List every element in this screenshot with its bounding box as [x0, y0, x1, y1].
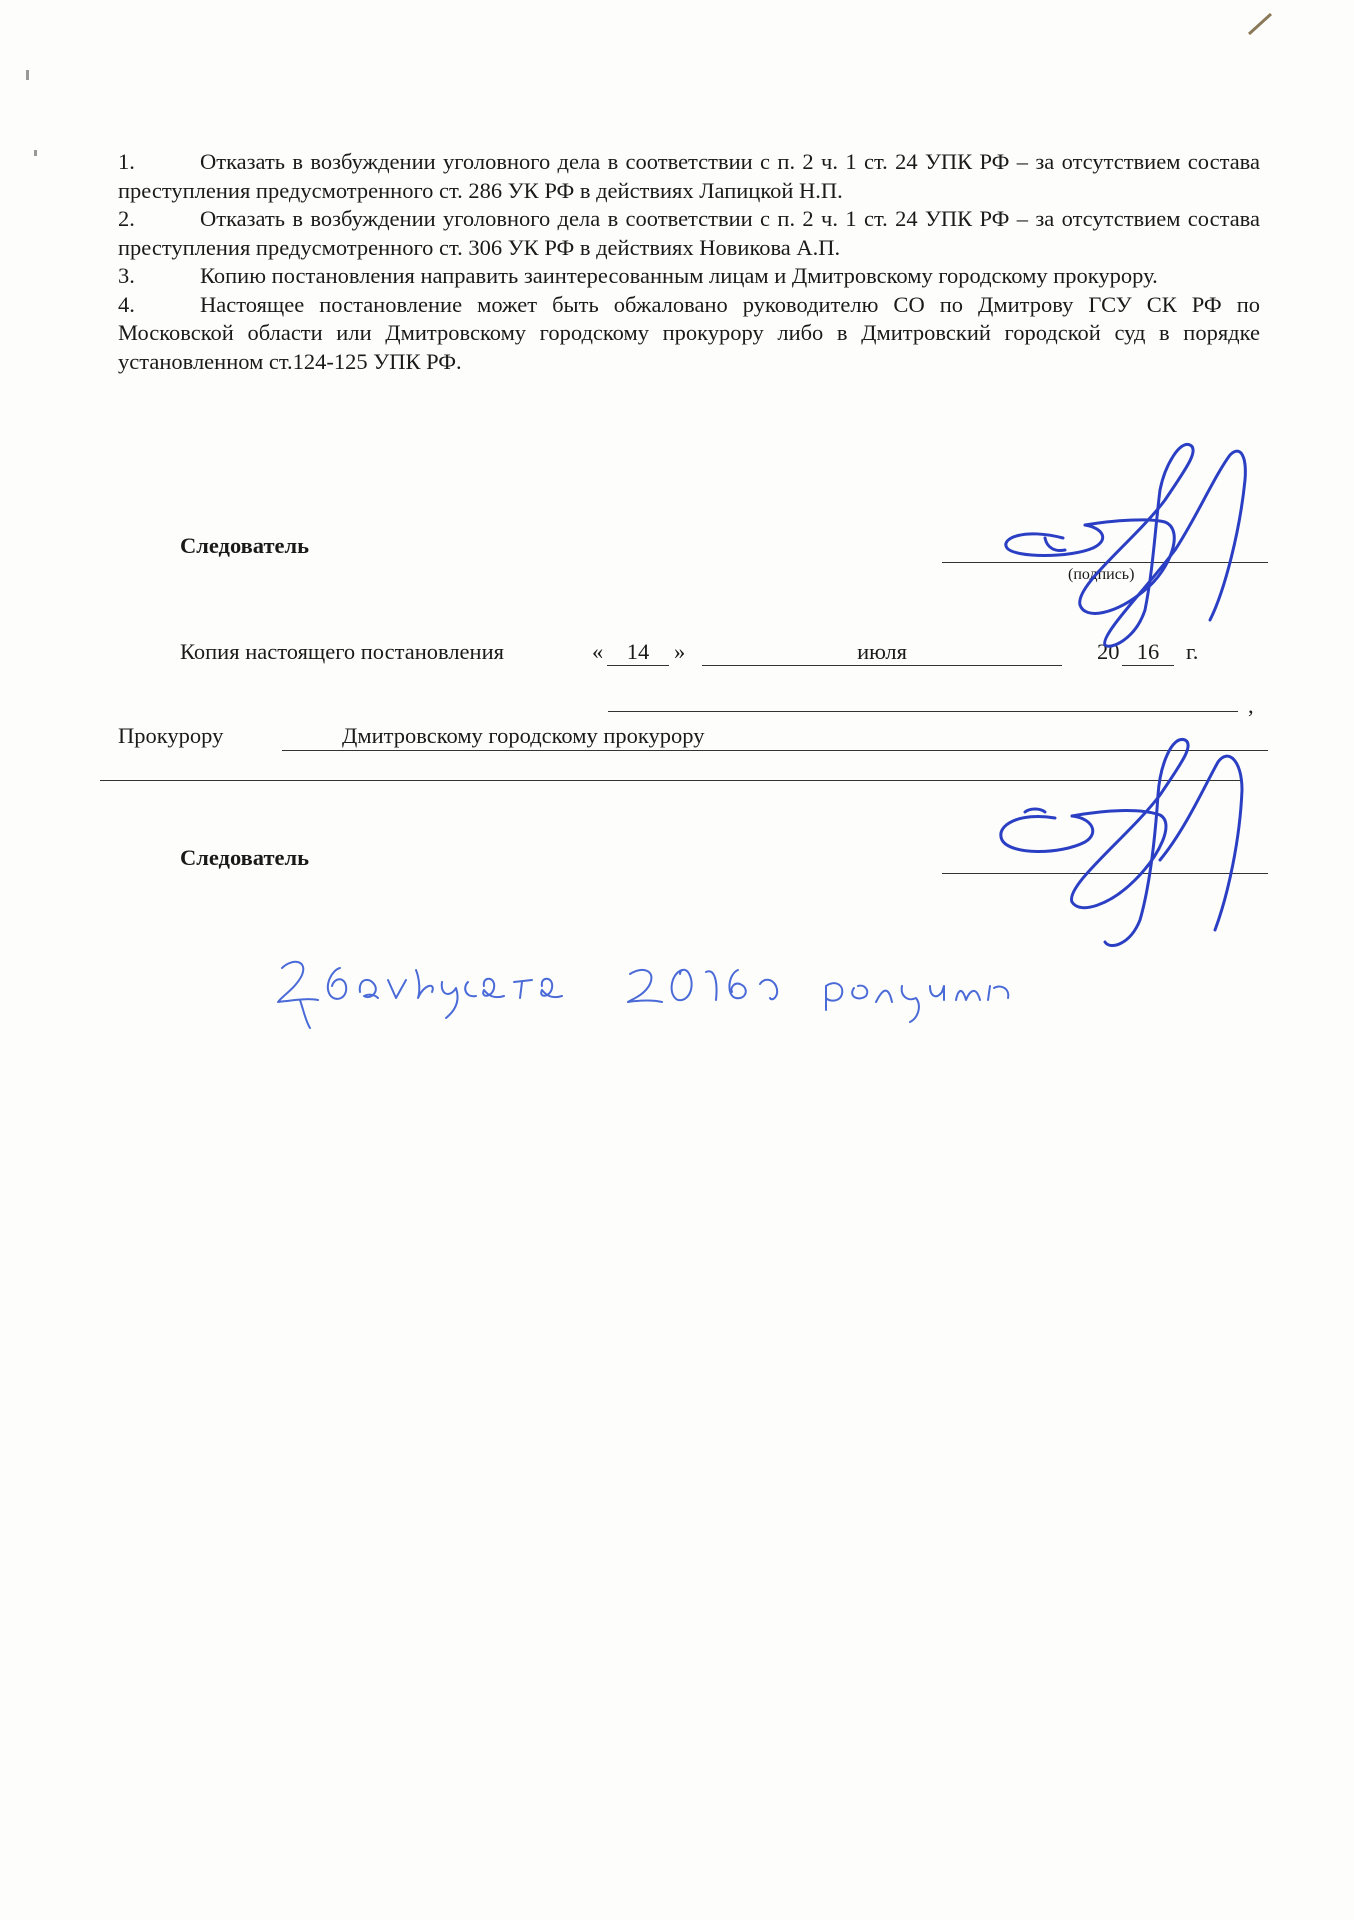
item-text: Настоящее постановление может быть обжаловано руководителю СО по Дмитрову ГСУ СК РФ по Московской области или Дмитровскому городскому прокурору либо в Дмитровский городской суд в порядке установленном ст.124-125 УПК РФ. — [118, 291, 1260, 374]
decision-item-4 — [118, 291, 1260, 377]
item-number: 4. — [118, 291, 135, 317]
copy-prefix: Копия настоящего постановления — [180, 639, 504, 664]
decision-item-2 — [118, 205, 1260, 262]
trailing-comma: , — [1248, 693, 1254, 718]
prosecutor-value: Дмитровскому городскому прокурору — [342, 723, 705, 748]
investigator-label: Следователь — [180, 845, 310, 870]
open-quote: « — [592, 639, 604, 664]
copy-year: 16 — [1122, 639, 1174, 666]
year-prefix: 20 — [1097, 639, 1120, 664]
decision-item-1 — [118, 148, 1260, 205]
corner-mark — [1245, 10, 1275, 40]
handwritten-note-image — [270, 940, 1070, 1040]
scan-mark — [26, 70, 29, 80]
item-text: Копию постановления направить заинтересованным лицам и Дмитровскому городскому прокурору. — [200, 263, 1158, 288]
copy-month: июля — [702, 639, 1062, 666]
close-quote: » — [674, 639, 686, 664]
item-number: 1. — [118, 149, 135, 174]
year-abbr: г. — [1186, 639, 1199, 664]
decision-list — [118, 148, 1260, 376]
item-text: Отказать в возбуждении уголовного дела в соответствии с п. 2 ч. 1 ст. 24 УПК РФ – за отсутствием состава преступления предусмотренного ст. 286 УК РФ в действиях Лапицкой Н.П. — [118, 149, 1260, 203]
signature-1-image — [985, 420, 1305, 670]
item-text: Отказать в возбуждении уголовного дела в соответствии с п. 2 ч. 1 ст. 24 УПК РФ – за отсутствием состава преступления предусмотренного ст. 306 УК РФ в действиях Новикова А.П. — [118, 206, 1260, 260]
recipient-line — [608, 711, 1238, 712]
signature-2-image — [960, 720, 1300, 950]
signature-caption: (подпись) — [1068, 566, 1135, 583]
item-number: 2. — [118, 206, 135, 231]
decision-item-3 — [118, 262, 1260, 291]
scan-mark — [34, 150, 37, 156]
item-number: 3. — [118, 263, 135, 288]
copy-day: 14 — [607, 639, 669, 666]
prosecutor-label: Прокурору — [118, 723, 224, 748]
investigator-label: Следователь — [180, 533, 310, 558]
